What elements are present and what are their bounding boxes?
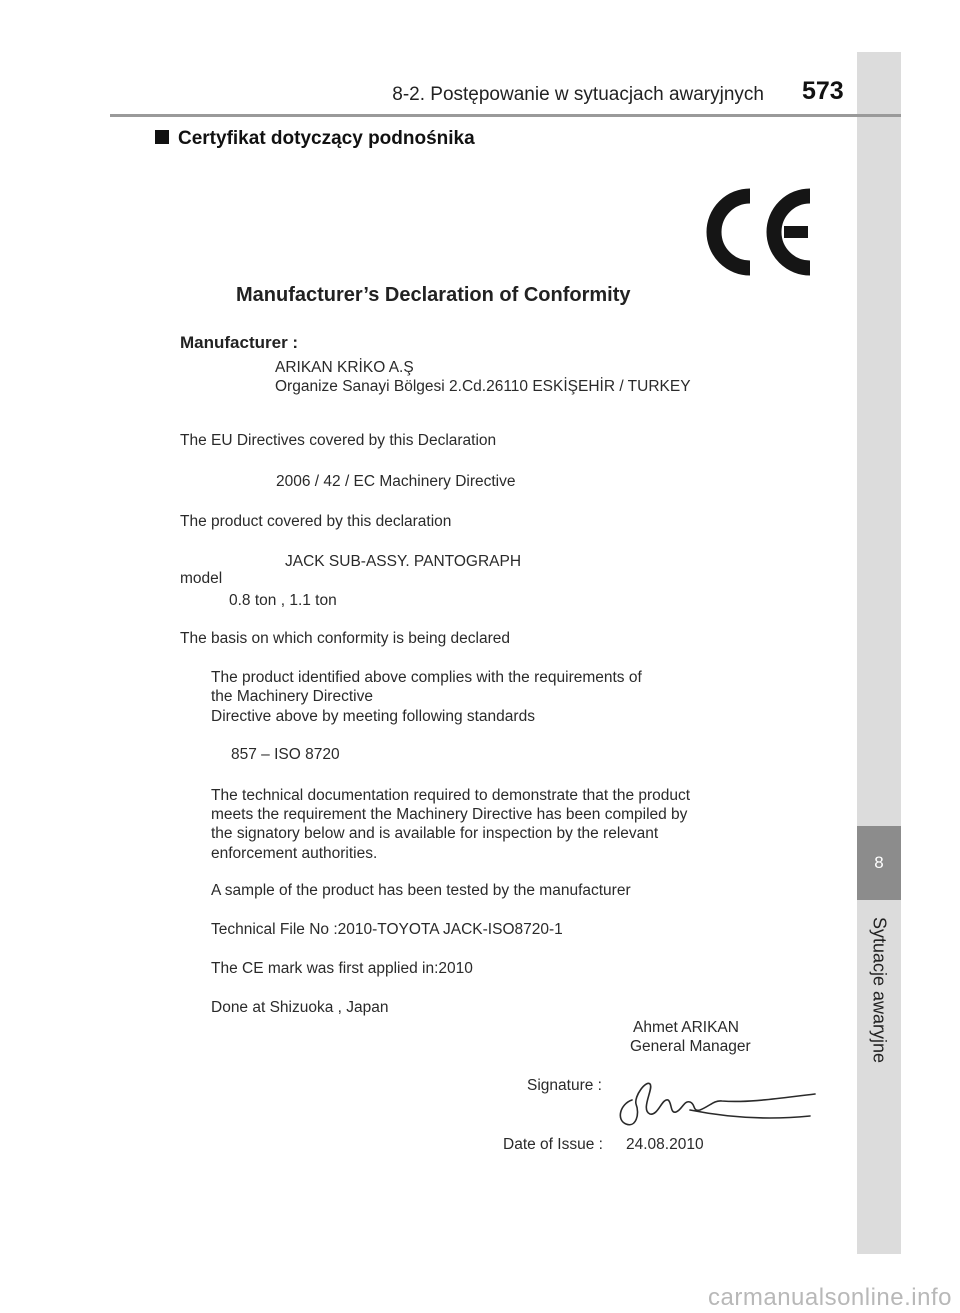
done-at: Done at Shizuoka , Japan	[211, 999, 389, 1016]
ce-applied: The CE mark was first applied in:2010	[211, 960, 473, 977]
chapter-sidebar	[857, 52, 901, 1254]
manufacturer-label: Manufacturer :	[180, 333, 299, 352]
heading-text: Certyfikat dotyczący podnośnika	[178, 128, 475, 149]
date-label: Date of Issue :	[503, 1136, 603, 1153]
documentation-line-2: meets the requirement the Machinery Directive has been compiled by	[211, 806, 688, 823]
basis-line-3: Directive above by meeting following standards	[211, 708, 535, 725]
page-number: 573	[802, 77, 844, 105]
chapter-number-tab[interactable]	[857, 826, 901, 900]
documentation-line-4: enforcement authorities.	[211, 845, 378, 862]
date-value: 24.08.2010	[626, 1136, 704, 1153]
basis-line-2: the Machinery Directive	[211, 688, 373, 705]
directives-label: The EU Directives covered by this Declaration	[180, 432, 497, 449]
manufacturer-name: ARIKAN KRİKO A.Ş	[275, 359, 414, 376]
model-label: model	[180, 570, 223, 587]
chapter-number: 8	[874, 853, 884, 872]
section-heading	[155, 128, 475, 150]
signatory-name: Ahmet ARIKAN	[633, 1019, 739, 1036]
basis-label: The basis on which conformity is being declared	[180, 630, 510, 647]
signatory-title: General Manager	[630, 1038, 751, 1055]
watermark: carmanualsonline.info	[708, 1284, 952, 1311]
basis-line-1: The product identified above complies with the requirements of	[211, 669, 642, 686]
product-name: JACK SUB-ASSY. PANTOGRAPH	[285, 553, 522, 570]
declaration-title: Manufacturer’s Declaration of Conformity	[236, 284, 631, 306]
standard-value: 857 – ISO 8720	[231, 746, 340, 763]
sample-tested: A sample of the product has been tested by the manufacturer	[211, 882, 631, 899]
bullet-square-icon	[155, 130, 169, 144]
directive-value: 2006 / 42 / EC Machinery Directive	[276, 473, 516, 490]
section-title: 8-2. Postępowanie w sytuacjach awaryjnych	[392, 84, 764, 105]
chapter-title: Sytuacje awaryjne	[869, 916, 890, 1064]
ce-mark-logo	[700, 188, 822, 276]
technical-file: Technical File No :2010-TOYOTA JACK-ISO8720-1	[211, 921, 563, 938]
header-rule	[110, 114, 901, 117]
manufacturer-address: Organize Sanayi Bölgesi 2.Cd.26110 ESKİŞEHİR / TURKEY	[275, 378, 691, 395]
signature-label: Signature :	[527, 1077, 602, 1094]
handwritten-signature	[610, 1070, 820, 1130]
product-label: The product covered by this declaration	[180, 513, 452, 530]
model-values: 0.8 ton , 1.1 ton	[229, 592, 337, 609]
documentation-line-3: the signatory below and is available for inspection by the relevant	[211, 825, 659, 842]
documentation-line-1: The technical documentation required to demonstrate that the product	[211, 787, 691, 804]
